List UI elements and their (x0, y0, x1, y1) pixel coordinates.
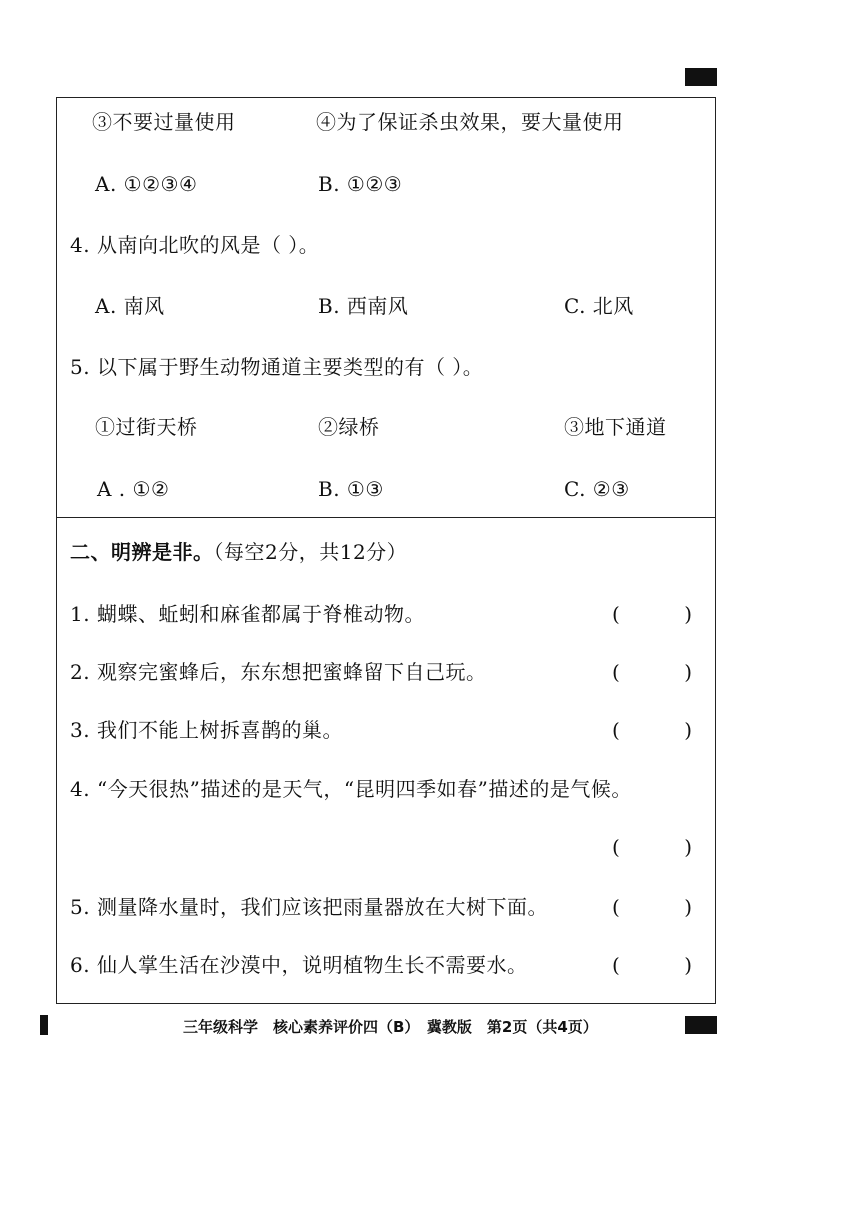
paren-open: ( (612, 660, 620, 684)
q3-choice-b: B. ①②③ (318, 172, 403, 196)
paren-open: ( (612, 835, 620, 859)
section-heading (70, 540, 407, 564)
paren-open: ( (612, 718, 620, 742)
tf-item-6: 6. 仙人掌生活在沙漠中，说明植物生长不需要水。 (70, 953, 528, 977)
tf-item-1: 1. 蝴蝶、蚯蚓和麻雀都属于脊椎动物。 (70, 602, 425, 626)
paren-open: ( (612, 602, 620, 626)
q5-choice-a: A . ①② (97, 477, 170, 501)
tf-item-2: 2. 观察完蜜蜂后，东东想把蜜蜂留下自己玩。 (70, 660, 487, 684)
q4-choice-b: B. 西南风 (318, 294, 409, 318)
q3-item4: ④为了保证杀虫效果，要大量使用 (316, 110, 624, 134)
registration-mark-top-right (685, 68, 717, 86)
answer-blank-3[interactable] (612, 718, 692, 742)
q5-item3: ③地下通道 (564, 415, 667, 439)
paren-open: ( (612, 953, 620, 977)
q5-item1: ①过街天桥 (95, 415, 198, 439)
q4-stem: 4. 从南向北吹的风是（ ）。 (70, 233, 320, 257)
q5-stem: 5. 以下属于野生动物通道主要类型的有（ ）。 (70, 355, 484, 379)
answer-blank-4[interactable] (612, 835, 692, 859)
answer-blank-1[interactable] (612, 602, 692, 626)
answer-blank-6[interactable] (612, 953, 692, 977)
q4-choice-a: A. 南风 (95, 294, 165, 318)
paren-close: ) (684, 602, 692, 626)
paren-close: ) (684, 953, 692, 977)
answer-blank-2[interactable] (612, 660, 692, 684)
tf-item-5: 5. 测量降水量时，我们应该把雨量器放在大树下面。 (70, 895, 548, 919)
q5-item2: ②绿桥 (318, 415, 380, 439)
section-divider (56, 517, 716, 518)
paren-close: ) (684, 895, 692, 919)
q5-choice-c: C. ②③ (564, 477, 630, 501)
answer-blank-5[interactable] (612, 895, 692, 919)
q3-item3: ③不要过量使用 (92, 110, 236, 134)
paren-close: ) (684, 718, 692, 742)
tf-item-4: 4. “今天很热”描述的是天气，“昆明四季如春”描述的是气候。 (70, 777, 632, 801)
registration-mark-bottom-right (685, 1016, 717, 1034)
section-heading-title: 二、明辨是非。 (70, 540, 214, 564)
tf-item-3: 3. 我们不能上树拆喜鹊的巢。 (70, 718, 343, 742)
registration-mark-bottom-left (40, 1015, 48, 1035)
page-footer: 三年级科学 核心素养评价四（B） 冀教版 第2页（共4页） (183, 1018, 598, 1036)
q3-choice-a: A. ①②③④ (95, 172, 198, 196)
section-heading-note: （每空2分，共12分） (213, 540, 408, 564)
paren-close: ) (684, 660, 692, 684)
paren-close: ) (684, 835, 692, 859)
q4-choice-c: C. 北风 (564, 294, 634, 318)
paren-open: ( (612, 895, 620, 919)
q5-choice-b: B. ①③ (318, 477, 384, 501)
